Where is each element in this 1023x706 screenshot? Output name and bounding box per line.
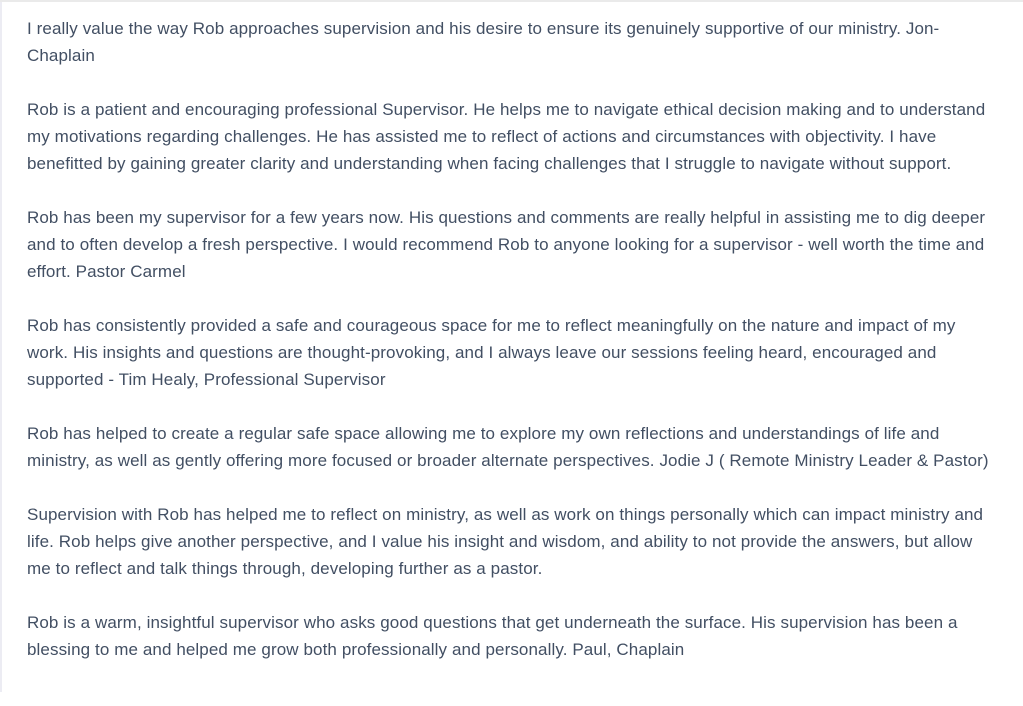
testimonial-paragraph: Rob has consistently provided a safe and courageous space for me to reflect meaningfully on the nature and impact of my work. His insights and questions are thought-provoking, and I always leave our sessions feeling heard, encouraged and supported - Tim Healy, Professional Supervisor	[27, 316, 956, 389]
testimonial-paragraph: Rob has helped to create a regular safe space allowing me to explore my own reflections and understandings of life and ministry, as well as gently offering more focused or broader alternate perspectives. Jodie J ( Remote Ministry Leader & Pastor)	[27, 424, 989, 470]
testimonial-paragraph: Rob has been my supervisor for a few years now. His questions and comments are really helpful in assisting me to dig deeper and to often develop a fresh perspective. I would recommend Rob to anyone looking for a supervisor - well worth the time and effort. Pastor Carmel	[27, 208, 986, 281]
testimonial-paragraph: Rob is a warm, insightful supervisor who asks good questions that get underneath the surface. His supervision has been a blessing to me and helped me grow both professionally and personally. Paul, Chaplain	[27, 613, 958, 659]
left-border-rule	[0, 2, 2, 692]
testimonials-section	[0, 2, 1023, 663]
testimonial-paragraph: Rob is a patient and encouraging professional Supervisor. He helps me to navigate ethical decision making and to understand my motivations regarding challenges. He has assisted me to reflect of actions and circumstances with objectivity. I have benefitted by gaining greater clarity and understanding when facing challenges that I struggle to navigate without support.	[27, 100, 986, 173]
testimonial-paragraph: I really value the way Rob approaches supervision and his desire to ensure its genuinely supportive of our ministry. Jon- Chaplain	[27, 19, 940, 65]
testimonial-paragraph: Supervision with Rob has helped me to reflect on ministry, as well as work on things personally which can impact ministry and life. Rob helps give another perspective, and I value his insight and wisdom, and ability to not provide the answers, but allow me to reflect and talk things through, developing further as a pastor.	[27, 505, 984, 578]
